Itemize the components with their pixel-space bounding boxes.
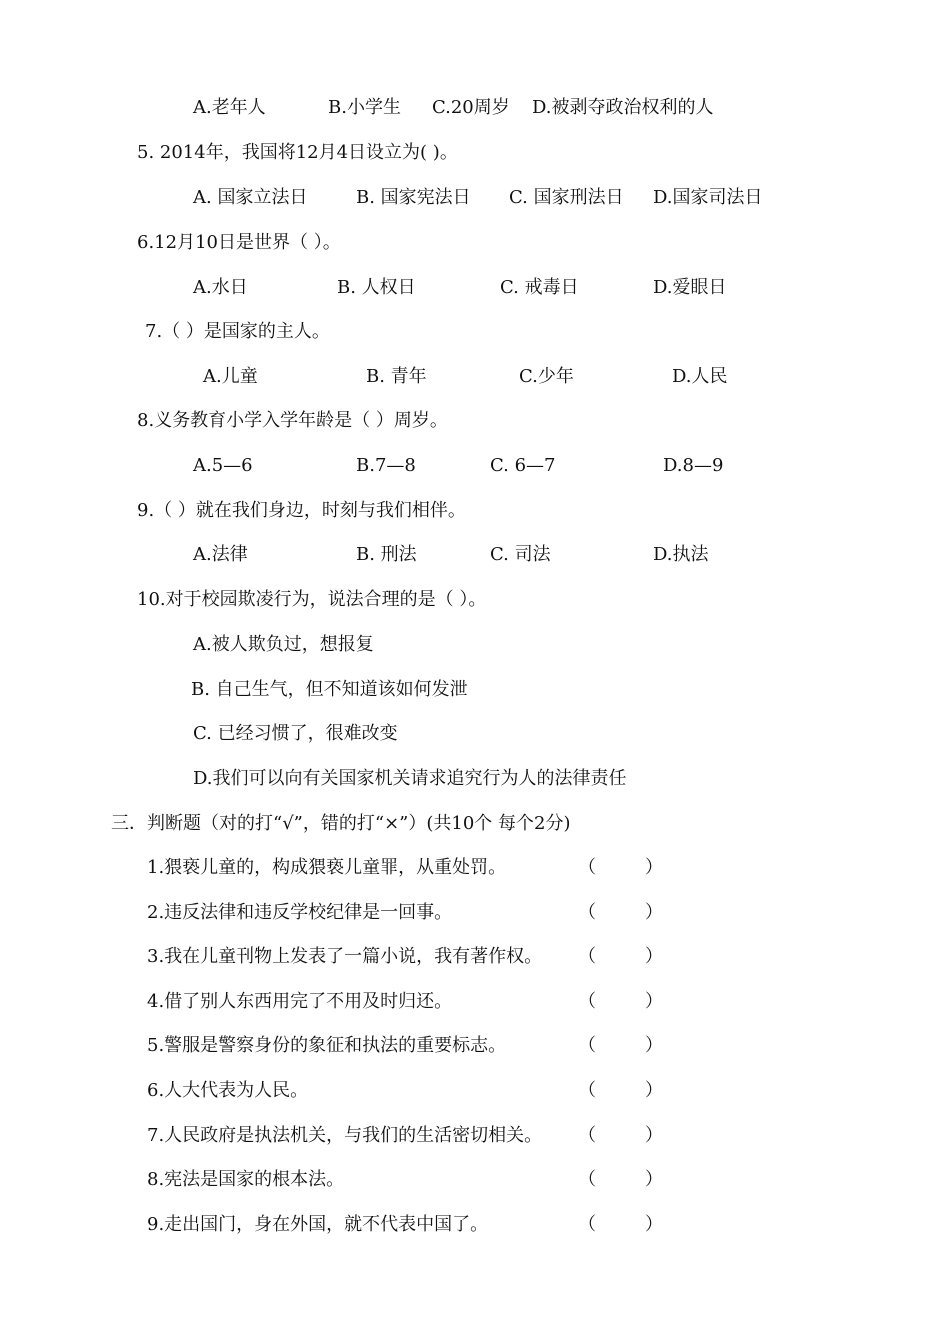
tf-answer-close-paren: ） bbox=[645, 1214, 663, 1235]
q7-stem: 7.（ ）是国家的主人。 bbox=[145, 321, 330, 342]
q8-option-d: D.8—9 bbox=[663, 455, 724, 476]
tf-answer-open-paren: （ bbox=[578, 1035, 596, 1056]
tf-answer-open-paren: （ bbox=[578, 1169, 596, 1190]
tf-answer-open-paren: （ bbox=[578, 946, 596, 967]
q4-option-a: A.老年人 bbox=[193, 97, 266, 118]
q5-option-c: C. 国家刑法日 bbox=[509, 187, 624, 208]
tf-answer-open-paren: （ bbox=[578, 902, 596, 923]
q9-option-a: A.法律 bbox=[193, 544, 248, 565]
tf-answer-close-paren: ） bbox=[645, 946, 663, 967]
tf-answer-open-paren: （ bbox=[578, 857, 596, 878]
q5-option-d: D.国家司法日 bbox=[653, 187, 763, 208]
q8-option-c: C. 6—7 bbox=[490, 455, 556, 476]
tf-answer-close-paren: ） bbox=[645, 1169, 663, 1190]
tf-item-9: 9.走出国门，身在外国，就不代表中国了。 bbox=[147, 1214, 489, 1235]
q8-option-a: A.5—6 bbox=[193, 455, 253, 476]
tf-item-6: 6.人大代表为人民。 bbox=[147, 1080, 309, 1101]
section3-title: 三．判断题（对的打“√”，错的打“×”）(共10个 每个2分) bbox=[111, 813, 571, 834]
q6-option-d: D.爱眼日 bbox=[653, 277, 727, 298]
q7-option-a: A.儿童 bbox=[203, 366, 258, 387]
tf-answer-close-paren: ） bbox=[645, 902, 663, 923]
q10-stem: 10.对于校园欺凌行为，说法合理的是（ ）。 bbox=[137, 589, 487, 610]
q9-option-c: C. 司法 bbox=[490, 544, 551, 565]
tf-answer-close-paren: ） bbox=[645, 1125, 663, 1146]
q10-option-c: C. 已经习惯了，很难改变 bbox=[193, 723, 398, 744]
tf-answer-close-paren: ） bbox=[645, 991, 663, 1012]
tf-item-1: 1.猥亵儿童的，构成猥亵儿童罪，从重处罚。 bbox=[147, 857, 507, 878]
q8-stem: 8.义务教育小学入学年龄是（ ）周岁。 bbox=[137, 410, 448, 431]
q5-stem: 5. 2014年，我国将12月4日设立为( )。 bbox=[137, 142, 458, 163]
q6-stem: 6.12月10日是世界（ ）。 bbox=[137, 232, 341, 253]
tf-item-3: 3.我在儿童刊物上发表了一篇小说，我有著作权。 bbox=[147, 946, 543, 967]
tf-item-5: 5.警服是警察身份的象征和执法的重要标志。 bbox=[147, 1035, 507, 1056]
tf-answer-open-paren: （ bbox=[578, 1125, 596, 1146]
q8-option-b: B.7—8 bbox=[356, 455, 416, 476]
q7-option-c: C.少年 bbox=[519, 366, 574, 387]
q9-option-b: B. 刑法 bbox=[356, 544, 417, 565]
q4-option-d: D.被剥夺政治权利的人 bbox=[532, 97, 714, 118]
q10-option-b: B. 自己生气，但不知道该如何发泄 bbox=[191, 679, 468, 700]
tf-answer-open-paren: （ bbox=[578, 1214, 596, 1235]
tf-answer-open-paren: （ bbox=[578, 991, 596, 1012]
tf-item-4: 4.借了别人东西用完了不用及时归还。 bbox=[147, 991, 453, 1012]
tf-answer-close-paren: ） bbox=[645, 1080, 663, 1101]
q6-option-c: C. 戒毒日 bbox=[500, 277, 579, 298]
q7-option-d: D.人民 bbox=[672, 366, 728, 387]
tf-item-2: 2.违反法律和违反学校纪律是一回事。 bbox=[147, 902, 453, 923]
q5-option-a: A. 国家立法日 bbox=[193, 187, 308, 208]
tf-answer-close-paren: ） bbox=[645, 1035, 663, 1056]
q9-option-d: D.执法 bbox=[653, 544, 709, 565]
tf-item-8: 8.宪法是国家的根本法。 bbox=[147, 1169, 345, 1190]
q9-stem: 9.（ ）就在我们身边，时刻与我们相伴。 bbox=[137, 500, 466, 521]
tf-answer-close-paren: ） bbox=[645, 857, 663, 878]
q10-option-d: D.我们可以向有关国家机关请求追究行为人的法律责任 bbox=[193, 768, 627, 789]
tf-item-7: 7.人民政府是执法机关，与我们的生活密切相关。 bbox=[147, 1125, 543, 1146]
q10-option-a: A.被人欺负过，想报复 bbox=[193, 634, 374, 655]
q7-option-b: B. 青年 bbox=[366, 366, 427, 387]
q6-option-a: A.水日 bbox=[193, 277, 248, 298]
tf-answer-open-paren: （ bbox=[578, 1080, 596, 1101]
q5-option-b: B. 国家宪法日 bbox=[356, 187, 471, 208]
q4-option-c: C.20周岁 bbox=[432, 97, 510, 118]
q6-option-b: B. 人权日 bbox=[337, 277, 416, 298]
q4-option-b: B.小学生 bbox=[328, 97, 401, 118]
